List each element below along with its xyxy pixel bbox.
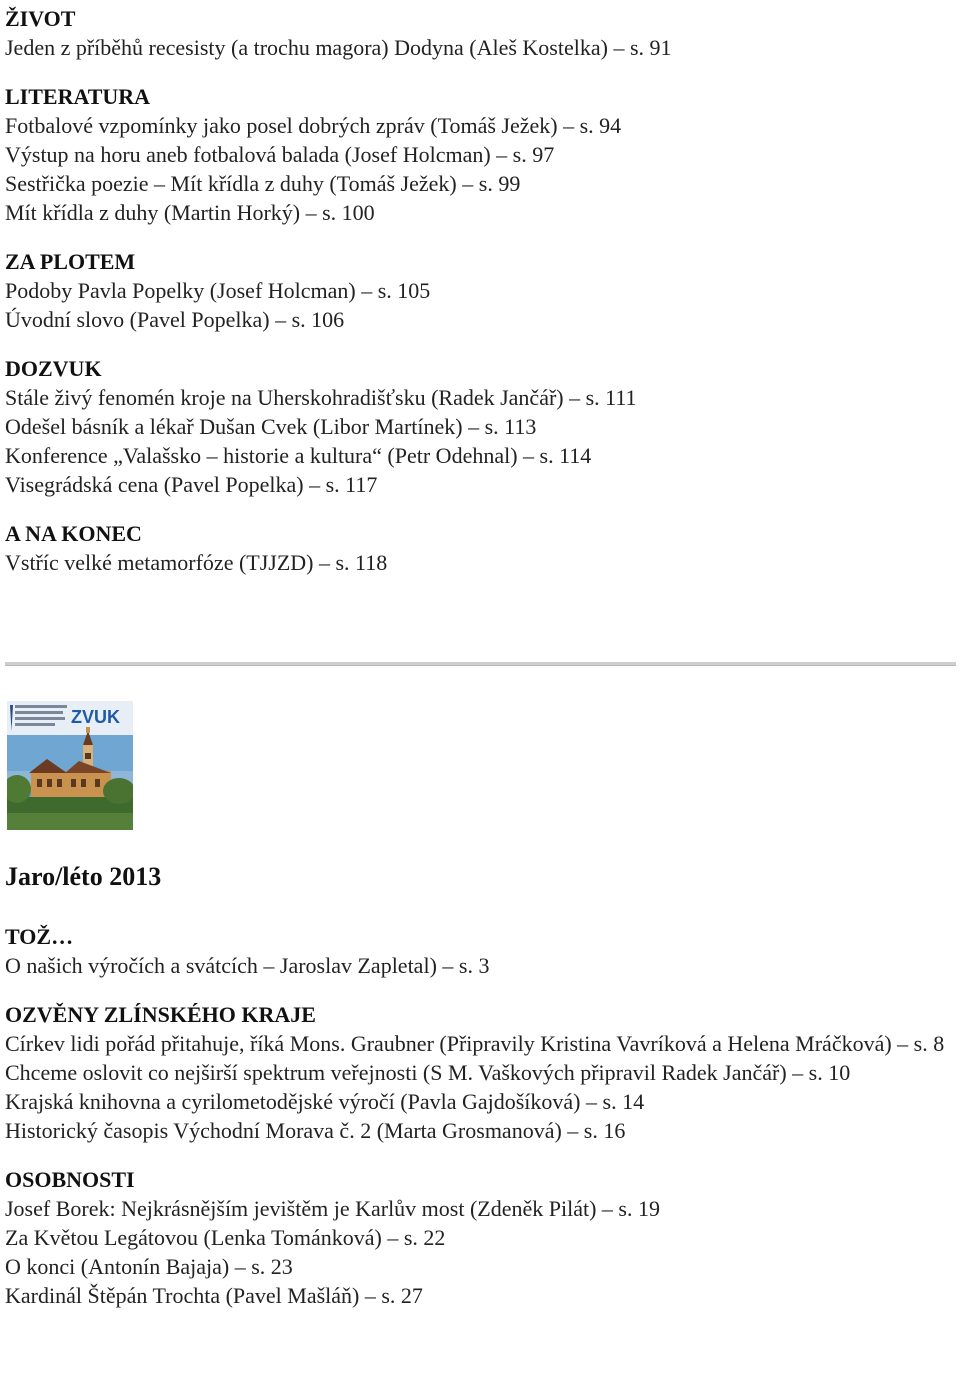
toc-entry: Stále živý fenomén kroje na Uherskohradišťsku (Radek Jančář) – s. 111 [5,385,637,410]
section-heading: TOŽ… [5,924,74,949]
magazine-cover-thumbnail [7,701,133,830]
horizontal-separator [5,662,956,666]
toc-section-zivot [5,4,955,62]
section-heading: ZA PLOTEM [5,249,136,274]
toc-section-literatura [5,82,955,227]
toc-section-a-na-konec [5,519,955,577]
toc-entry: Církev lidi pořád přitahuje, říká Mons. Graubner (Připravily Kristina Vavríková a Helena Mráčková) – s. 8 [5,1031,945,1056]
toc-entry: Odešel básník a lékař Dušan Cvek (Libor Martínek) – s. 113 [5,414,537,439]
toc-entry: Za Květou Legátovou (Lenka Tománková) – s. 22 [5,1225,446,1250]
section-heading: LITERATURA [5,84,151,109]
toc-entry: Josef Borek: Nejkrásnějším jevištěm je Karlův most (Zdeněk Pilát) – s. 19 [5,1196,660,1221]
toc-entry: Kardinál Štěpán Trochta (Pavel Mašláň) – s. 27 [5,1283,423,1308]
section-heading: OZVĚNY ZLÍNSKÉHO KRAJE [5,1002,316,1027]
toc-entry: O konci (Antonín Bajaja) – s. 23 [5,1254,293,1279]
section-heading: OSOBNOSTI [5,1167,135,1192]
toc-section-dozvuk [5,354,955,499]
toc-entry: Chceme oslovit co nejširší spektrum veřejnosti (S M. Vaškových připravil Radek Jančář) – s. 10 [5,1060,851,1085]
toc-section-osobnosti [5,1165,955,1310]
toc-entry: Sestřička poezie – Mít křídla z duhy (Tomáš Ježek) – s. 99 [5,171,521,196]
section-heading: DOZVUK [5,356,102,381]
toc-entry: Podoby Pavla Popelky (Josef Holcman) – s. 105 [5,278,431,303]
toc-entry: Visegrádská cena (Pavel Popelka) – s. 117 [5,472,378,497]
toc-entry: Výstup na horu aneb fotbalová balada (Josef Holcman) – s. 97 [5,142,555,167]
cover-logo-text: ZVUK [71,707,120,727]
toc-entry: Vstříc velké metamorfóze (TJJZD) – s. 118 [5,550,388,575]
toc-entry: Krajská knihovna a cyrilometodějské výročí (Pavla Gajdošíková) – s. 14 [5,1089,645,1114]
section-heading: ŽIVOT [5,6,76,31]
toc-part-1 [5,4,955,597]
toc-entry: Fotbalové vzpomínky jako posel dobrých zpráv (Tomáš Ježek) – s. 94 [5,113,622,138]
issue-title: Jaro/léto 2013 [5,862,162,891]
toc-section-ozveny [5,1000,955,1145]
toc-part-2 [5,922,955,1330]
toc-entry: Konference „Valašsko – historie a kultura“ (Petr Odehnal) – s. 114 [5,443,592,468]
toc-section-za-plotem [5,247,955,334]
toc-entry: O našich výročích a svátcích – Jaroslav Zapletal) – s. 3 [5,953,490,978]
toc-section-toz [5,922,955,980]
toc-entry: Historický časopis Východní Morava č. 2 (Marta Grosmanová) – s. 16 [5,1118,626,1143]
cover-image [7,701,133,830]
toc-entry: Úvodní slovo (Pavel Popelka) – s. 106 [5,307,345,332]
toc-entry: Jeden z příběhů recesisty (a trochu magora) Dodyna (Aleš Kostelka) – s. 91 [5,35,672,60]
toc-entry: Mít křídla z duhy (Martin Horký) – s. 100 [5,200,375,225]
section-heading: A NA KONEC [5,521,142,546]
